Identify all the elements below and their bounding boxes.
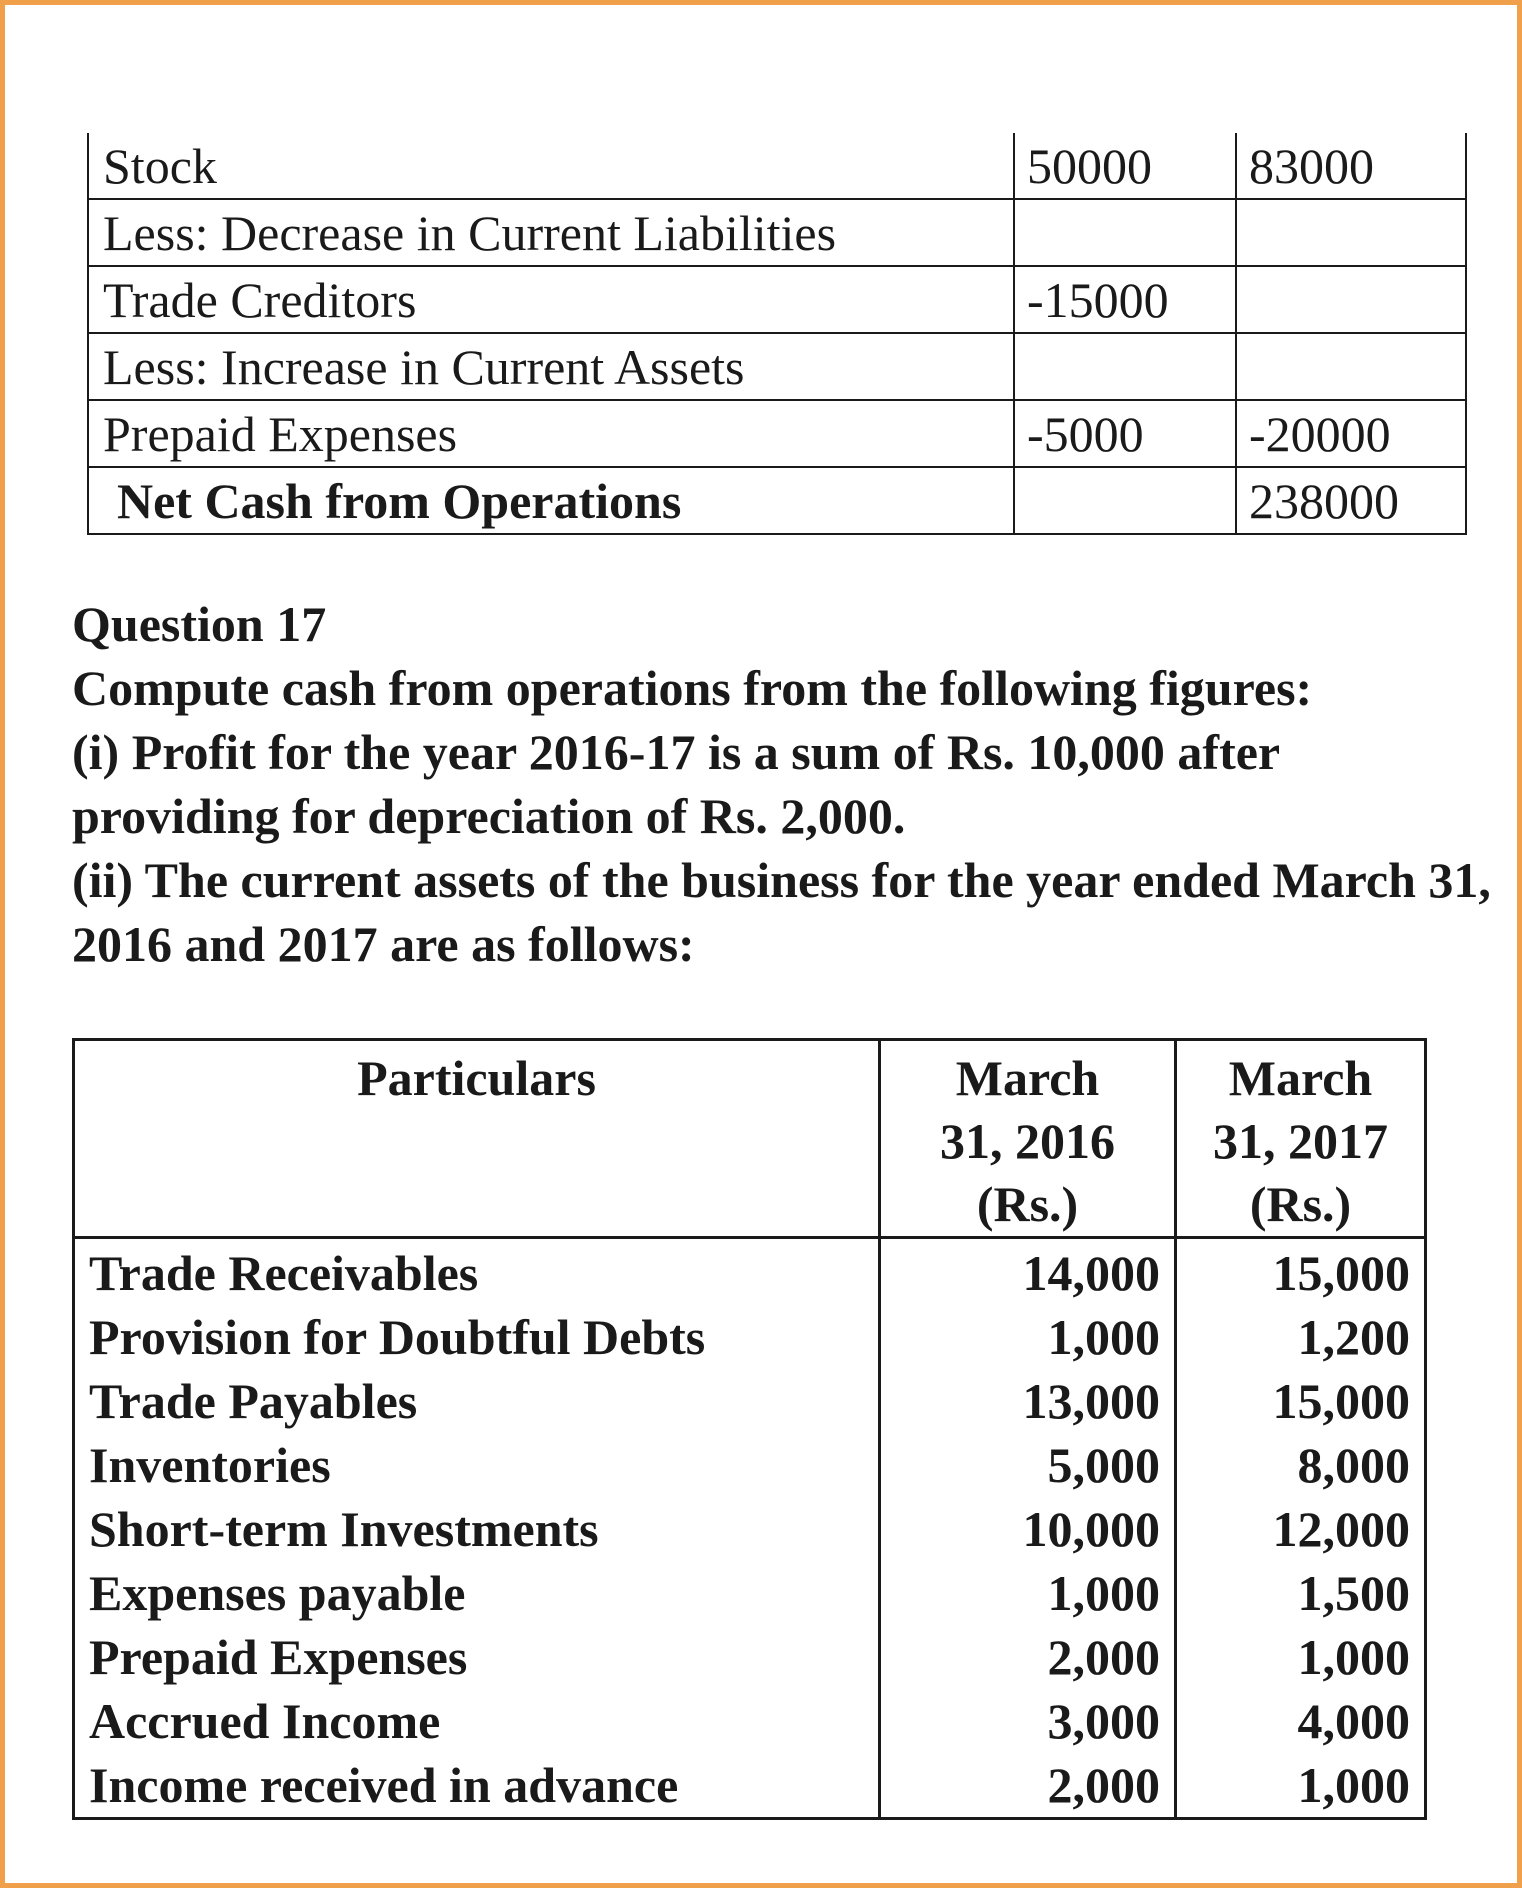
question-block — [72, 592, 1492, 976]
particular-cell: Accrued Income — [89, 1693, 441, 1749]
header-line: 31, 2017 — [1213, 1113, 1388, 1169]
row-value-1 — [1014, 199, 1236, 266]
table-row — [88, 333, 1466, 400]
header-line: (Rs.) — [1249, 1176, 1352, 1232]
row-value-2: -20000 — [1236, 400, 1466, 467]
particular-cell: Expenses payable — [89, 1565, 466, 1621]
value-2016-cell: 1,000 — [880, 1561, 1176, 1625]
table-row-total — [88, 467, 1466, 534]
value-2016-cell: 2,000 — [880, 1753, 1176, 1819]
header-year-2016 — [880, 1040, 1176, 1238]
particular-cell: Prepaid Expenses — [89, 1629, 468, 1685]
value-2017-cell: 12,000 — [1176, 1497, 1426, 1561]
table-row — [74, 1753, 1426, 1819]
value-2017-cell: 1,500 — [1176, 1561, 1426, 1625]
question-point-2: (ii) The current assets of the business for the year ended March 31, 2016 and 2017 are as follows: — [72, 852, 1491, 972]
row-value-2 — [1236, 333, 1466, 400]
value-2017-cell: 8,000 — [1176, 1433, 1426, 1497]
row-value-1 — [1014, 467, 1236, 534]
value-2016-cell: 2,000 — [880, 1625, 1176, 1689]
table-row — [74, 1305, 1426, 1369]
row-value-2 — [1236, 199, 1466, 266]
header-line: March — [955, 1050, 1100, 1106]
table-row — [88, 133, 1466, 199]
header-line: 31, 2016 — [940, 1113, 1115, 1169]
row-value-2: 83000 — [1236, 133, 1466, 199]
row-value-1: -5000 — [1014, 400, 1236, 467]
value-2017-cell: 15,000 — [1176, 1369, 1426, 1433]
value-2017-cell: 1,200 — [1176, 1305, 1426, 1369]
table-row — [88, 400, 1466, 467]
row-value-2: 238000 — [1236, 467, 1466, 534]
current-assets-table — [72, 1038, 1427, 1820]
value-2016-cell: 1,000 — [880, 1305, 1176, 1369]
header-line: (Rs.) — [976, 1176, 1079, 1232]
value-2016-cell: 3,000 — [880, 1689, 1176, 1753]
particular-cell: Provision for Doubtful Debts — [89, 1309, 706, 1365]
header-particulars: Particulars — [74, 1040, 880, 1238]
row-label: Prepaid Expenses — [88, 400, 1014, 467]
table-row — [74, 1497, 1426, 1561]
value-2016-cell: 5,000 — [880, 1433, 1176, 1497]
row-value-1 — [1014, 333, 1236, 400]
particular-cell: Income received in advance — [89, 1757, 679, 1813]
particular-cell: Short-term Investments — [89, 1501, 599, 1557]
row-value-1: 50000 — [1014, 133, 1236, 199]
particular-cell: Inventories — [89, 1437, 331, 1493]
table-row — [88, 266, 1466, 333]
table-header-row — [74, 1040, 1426, 1238]
table-row — [74, 1561, 1426, 1625]
row-label: Less: Decrease in Current Liabilities — [88, 199, 1014, 266]
row-label: Net Cash from Operations — [88, 467, 1014, 534]
question-intro: Compute cash from operations from the following figures: — [72, 660, 1313, 716]
question-point-1: (i) Profit for the year 2016-17 is a sum of Rs. 10,000 after providing for depreciation of Rs. 2,000. — [72, 724, 1280, 844]
particular-cell: Trade Payables — [89, 1373, 418, 1429]
value-2016-cell: 14,000 — [880, 1238, 1176, 1306]
value-2017-cell: 4,000 — [1176, 1689, 1426, 1753]
table-row — [74, 1433, 1426, 1497]
row-value-2 — [1236, 266, 1466, 333]
table-row — [74, 1625, 1426, 1689]
value-2017-cell: 1,000 — [1176, 1753, 1426, 1819]
value-2016-cell: 10,000 — [880, 1497, 1176, 1561]
table-row — [74, 1369, 1426, 1433]
value-2016-cell: 13,000 — [880, 1369, 1176, 1433]
table-row — [74, 1238, 1426, 1306]
table-row — [88, 199, 1466, 266]
row-label: Less: Increase in Current Assets — [88, 333, 1014, 400]
cash-flow-continuation-table — [87, 133, 1467, 535]
question-title: Question 17 — [72, 596, 327, 652]
particular-cell: Trade Receivables — [89, 1245, 479, 1301]
row-label: Trade Creditors — [88, 266, 1014, 333]
row-value-1: -15000 — [1014, 266, 1236, 333]
header-year-2017 — [1176, 1040, 1426, 1238]
value-2017-cell: 15,000 — [1176, 1238, 1426, 1306]
header-line: March — [1228, 1050, 1373, 1106]
row-label: Stock — [88, 133, 1014, 199]
table-row — [74, 1689, 1426, 1753]
value-2017-cell: 1,000 — [1176, 1625, 1426, 1689]
